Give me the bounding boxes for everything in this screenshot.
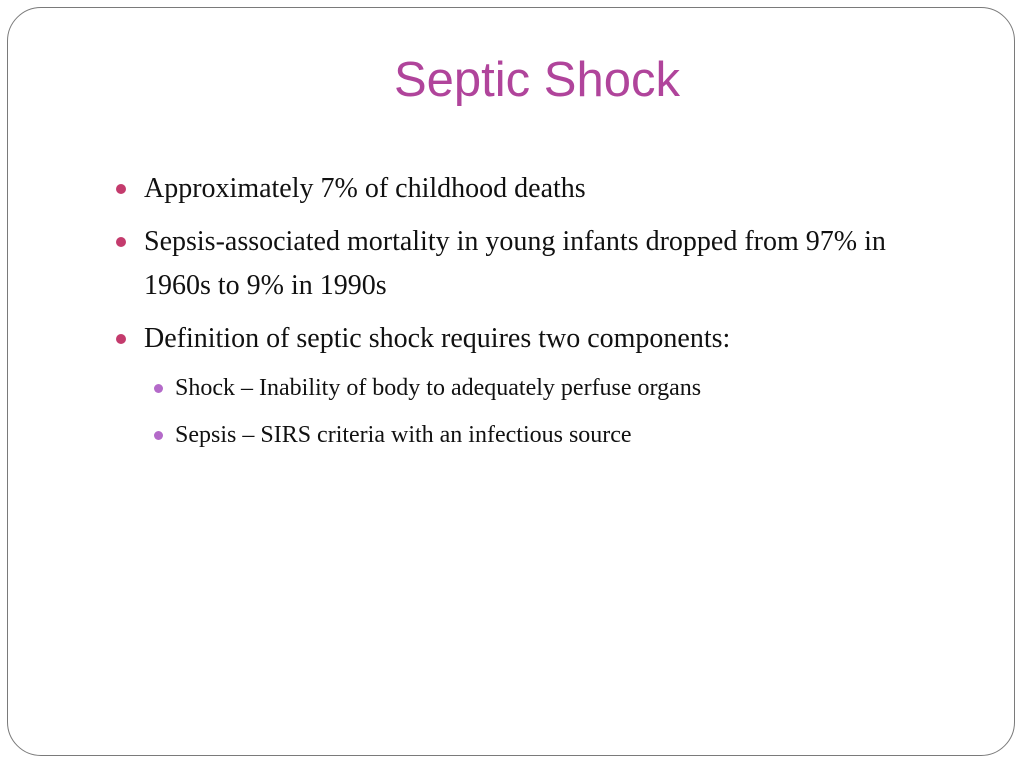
slide-title: Septic Shock: [394, 53, 680, 107]
bullet-dot-icon: [116, 334, 126, 344]
sub-bullet-item: Sepsis – SIRS criteria with an infectious source: [175, 422, 632, 448]
bullet-item: Definition of septic shock requires two components:: [144, 323, 731, 354]
bullet-dot-icon: [116, 184, 126, 194]
bullet-item: Approximately 7% of childhood deaths: [144, 173, 586, 204]
bullet-item: Sepsis-associated mortality in young infants dropped from 97% in 1960s to 9% in 1990s: [144, 226, 886, 301]
bullet-dot-icon: [116, 237, 126, 247]
sub-bullet-dot-icon: [154, 431, 163, 440]
sub-bullet-dot-icon: [154, 384, 163, 393]
sub-bullet-item: Shock – Inability of body to adequately perfuse organs: [175, 375, 702, 401]
